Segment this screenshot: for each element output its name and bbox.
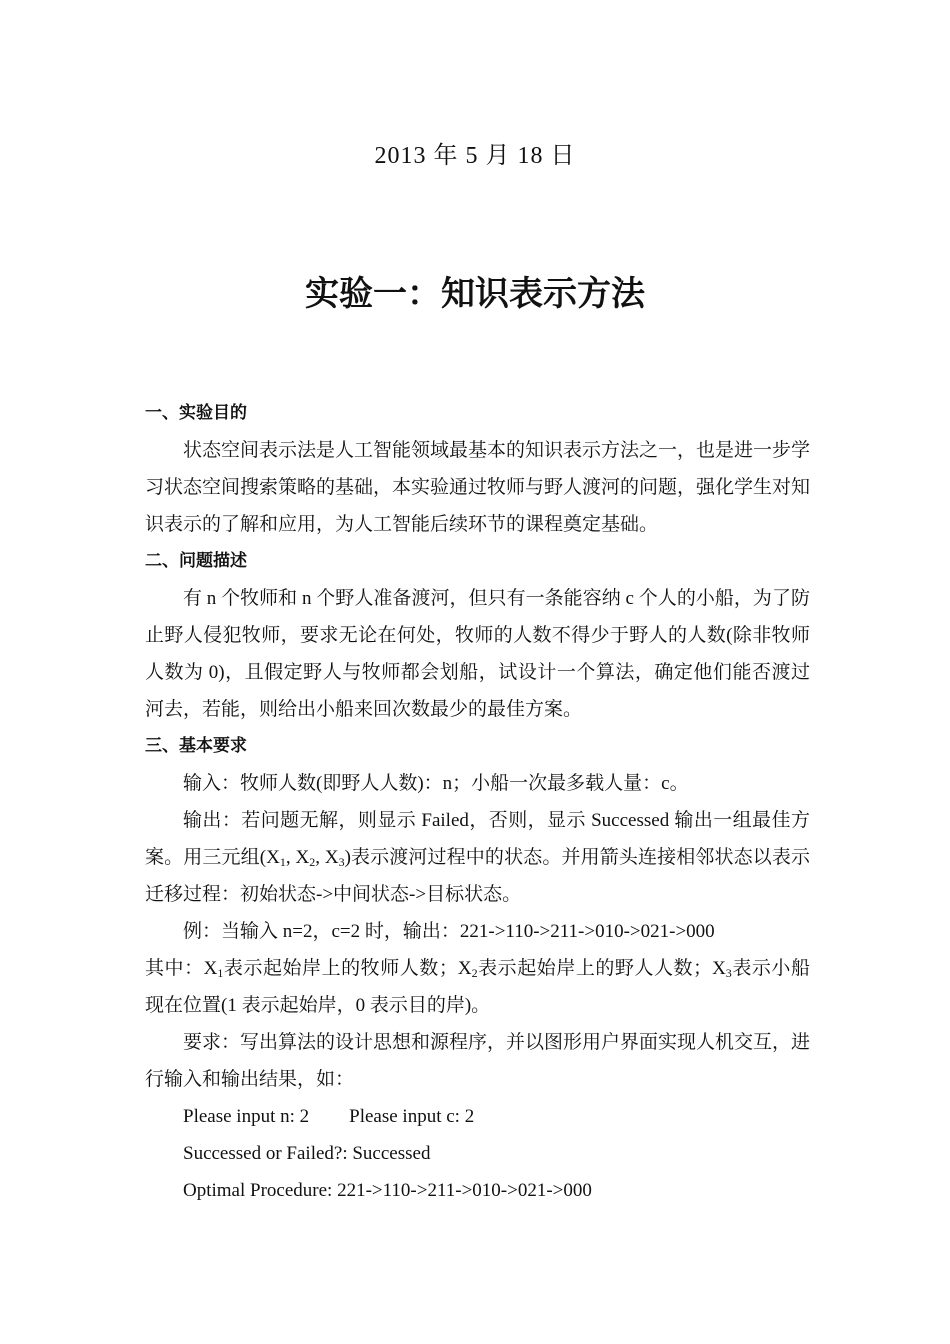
output-text-b: )表示渡河过程中的状态。并用箭头连接相邻状态以表示迁移过程：初始状态->中间状态->目标状态。 bbox=[145, 847, 811, 905]
subscript-1: 1 bbox=[279, 855, 286, 869]
subscript-2: 2 bbox=[309, 855, 316, 869]
problem-paragraph: 有 n 个牧师和 n 个野人准备渡河，但只有一条能容纳 c 个人的小船，为了防止野人侵犯牧师，要求无论在何处，牧师的人数不得少于野人的人数(除非牧师人数为 0)，且假定野人与牧师都会划船，试设计一个算法，确定他们能否渡过河去，若能，则给出小船来回次数最少的最佳方案。 bbox=[145, 588, 810, 720]
output-paragraph bbox=[145, 802, 810, 913]
example-paragraph: 例：当输入 n=2，c=2 时，输出：221->110->211->010->021->000 bbox=[183, 921, 715, 942]
demand-paragraph: 要求：写出算法的设计思想和源程序，并以图形用户界面实现人机交互，进行输入和输出结果，如： bbox=[145, 1032, 811, 1090]
variable-x2: X bbox=[295, 847, 310, 868]
variable-x3: X bbox=[712, 958, 726, 979]
sample-result-line: Successed or Failed?: Successed bbox=[183, 1143, 431, 1164]
subscript-3: 3 bbox=[338, 855, 345, 869]
variable-x2: X bbox=[457, 958, 472, 979]
sample-procedure-line: Optimal Procedure: 221->110->211->010->021->000 bbox=[183, 1180, 592, 1201]
where-prefix: 其中： bbox=[145, 958, 204, 979]
purpose-paragraph: 状态空间表示法是人工智能领域最基本的知识表示方法之一，也是进一步学习状态空间搜索策略的基础，本实验通过牧师与野人渡河的问题，强化学生对知识表示的了解和应用，为人工智能后续环节的课程奠定基础。 bbox=[145, 440, 811, 535]
where-paragraph bbox=[145, 950, 810, 1024]
variable-x1: X bbox=[203, 958, 218, 979]
separator: , bbox=[285, 847, 296, 868]
where-text-2: 表示起始岸上的野人人数； bbox=[477, 958, 713, 979]
sample-input-c: Please input c: 2 bbox=[349, 1106, 475, 1127]
section-heading-purpose: 一、实验目的 bbox=[145, 403, 247, 423]
input-paragraph: 输入：牧师人数(即野人人数)：n；小船一次最多载人量：c。 bbox=[183, 773, 689, 794]
sample-input-n: Please input n: 2 bbox=[183, 1106, 310, 1127]
separator: , bbox=[315, 847, 325, 868]
where-text-1: 表示起始岸上的牧师人数； bbox=[223, 958, 458, 979]
document-date: 2013 年 5 月 18 日 bbox=[374, 143, 576, 169]
output-text-a: 输出：若问题无解，则显示 Failed，否则，显示 Successed 输出一组最佳方案。用三元组(X bbox=[145, 810, 810, 868]
where-text-3: 表示小船现在位置(1 表示起始岸，0 表示目的岸)。 bbox=[145, 958, 810, 1016]
subscript-3: 3 bbox=[725, 966, 732, 980]
subscript-2: 2 bbox=[471, 966, 478, 980]
document-title: 实验一：知识表示方法 bbox=[305, 274, 645, 314]
section-heading-requirements: 三、基本要求 bbox=[145, 736, 247, 756]
sample-input-line bbox=[145, 1098, 810, 1135]
subscript-1: 1 bbox=[217, 966, 224, 980]
section-heading-problem: 二、问题描述 bbox=[145, 551, 247, 571]
document-body bbox=[145, 395, 810, 1209]
variable-x3: X bbox=[324, 847, 339, 868]
